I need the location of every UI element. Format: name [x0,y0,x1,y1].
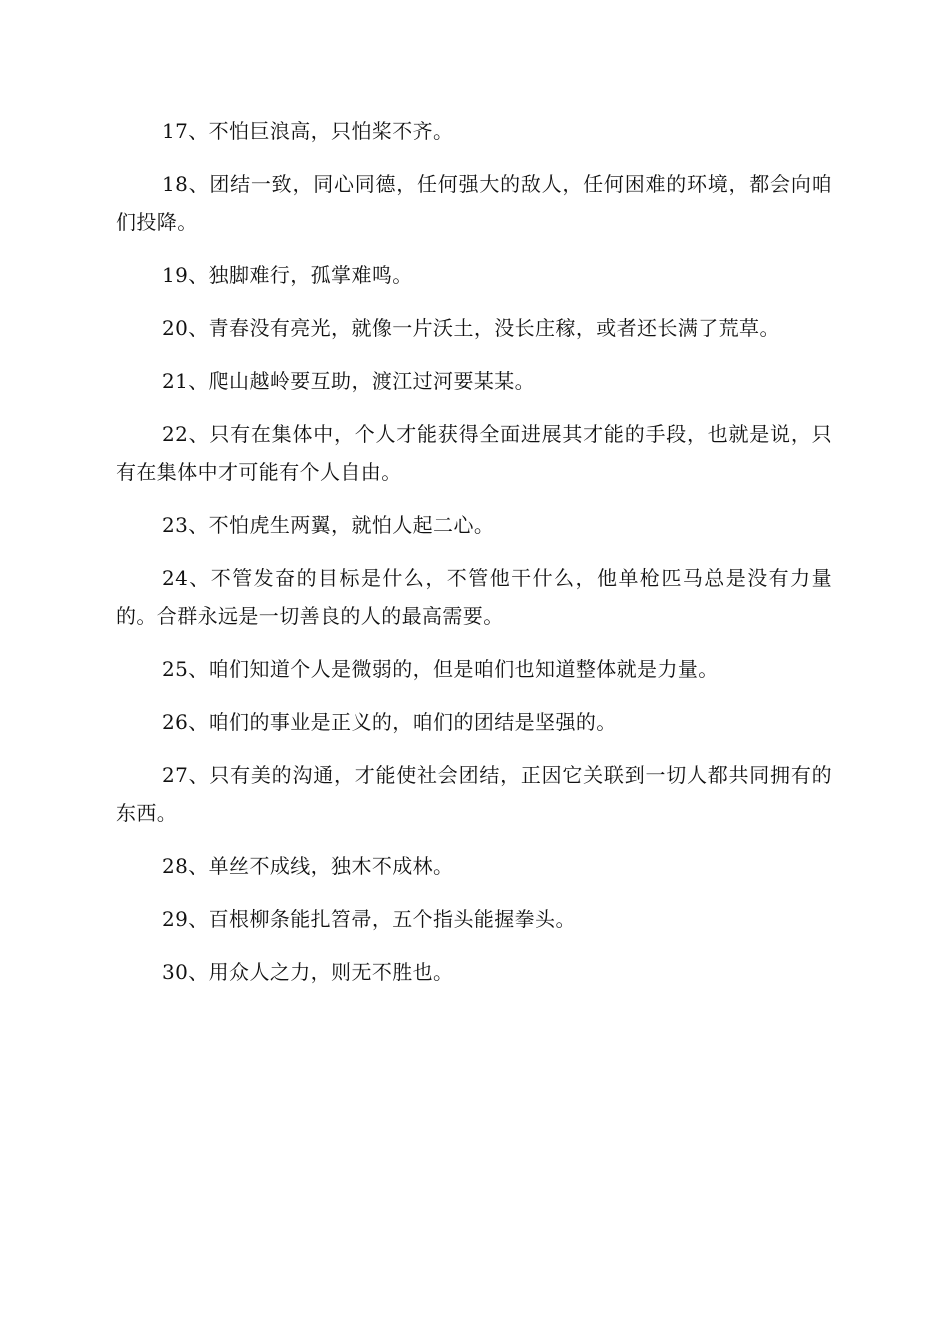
list-item: 29、百根柳条能扎笤帚，五个指头能握拳头。 [162,907,576,931]
list-item: 26、咱们的事业是正义的，咱们的团结是坚强的。 [162,710,617,734]
list-item: 17、不怕巨浪高，只怕桨不齐。 [162,119,454,143]
list-item: 23、不怕虎生两翼，就怕人起二心。 [162,513,495,537]
list-item: 21、爬山越岭要互助，渡江过河要某某。 [162,369,536,393]
list-item: 18、团结一致，同心同德，任何强大的敌人，任何困难的环境，都会向咱们投降。 [116,172,832,234]
list-item: 19、独脚难行，孤掌难鸣。 [162,263,413,287]
list-item: 24、不管发奋的目标是什么，不管他干什么，他单枪匹马总是没有力量的。合群永远是一切善良的人的最高需要。 [116,566,832,628]
document-body [116,112,832,1006]
list-item: 22、只有在集体中，个人才能获得全面进展其才能的手段，也就是说，只有在集体中才可能有个人自由。 [116,422,832,484]
list-item: 28、单丝不成线，独木不成林。 [162,854,454,878]
list-item: 27、只有美的沟通，才能使社会团结，正因它关联到一切人都共同拥有的东西。 [116,763,832,825]
list-item: 25、咱们知道个人是微弱的，但是咱们也知道整体就是力量。 [162,657,719,681]
list-item: 30、用众人之力，则无不胜也。 [162,960,454,984]
list-item: 20、青春没有亮光，就像一片沃土，没长庄稼，或者还长满了荒草。 [162,316,780,340]
